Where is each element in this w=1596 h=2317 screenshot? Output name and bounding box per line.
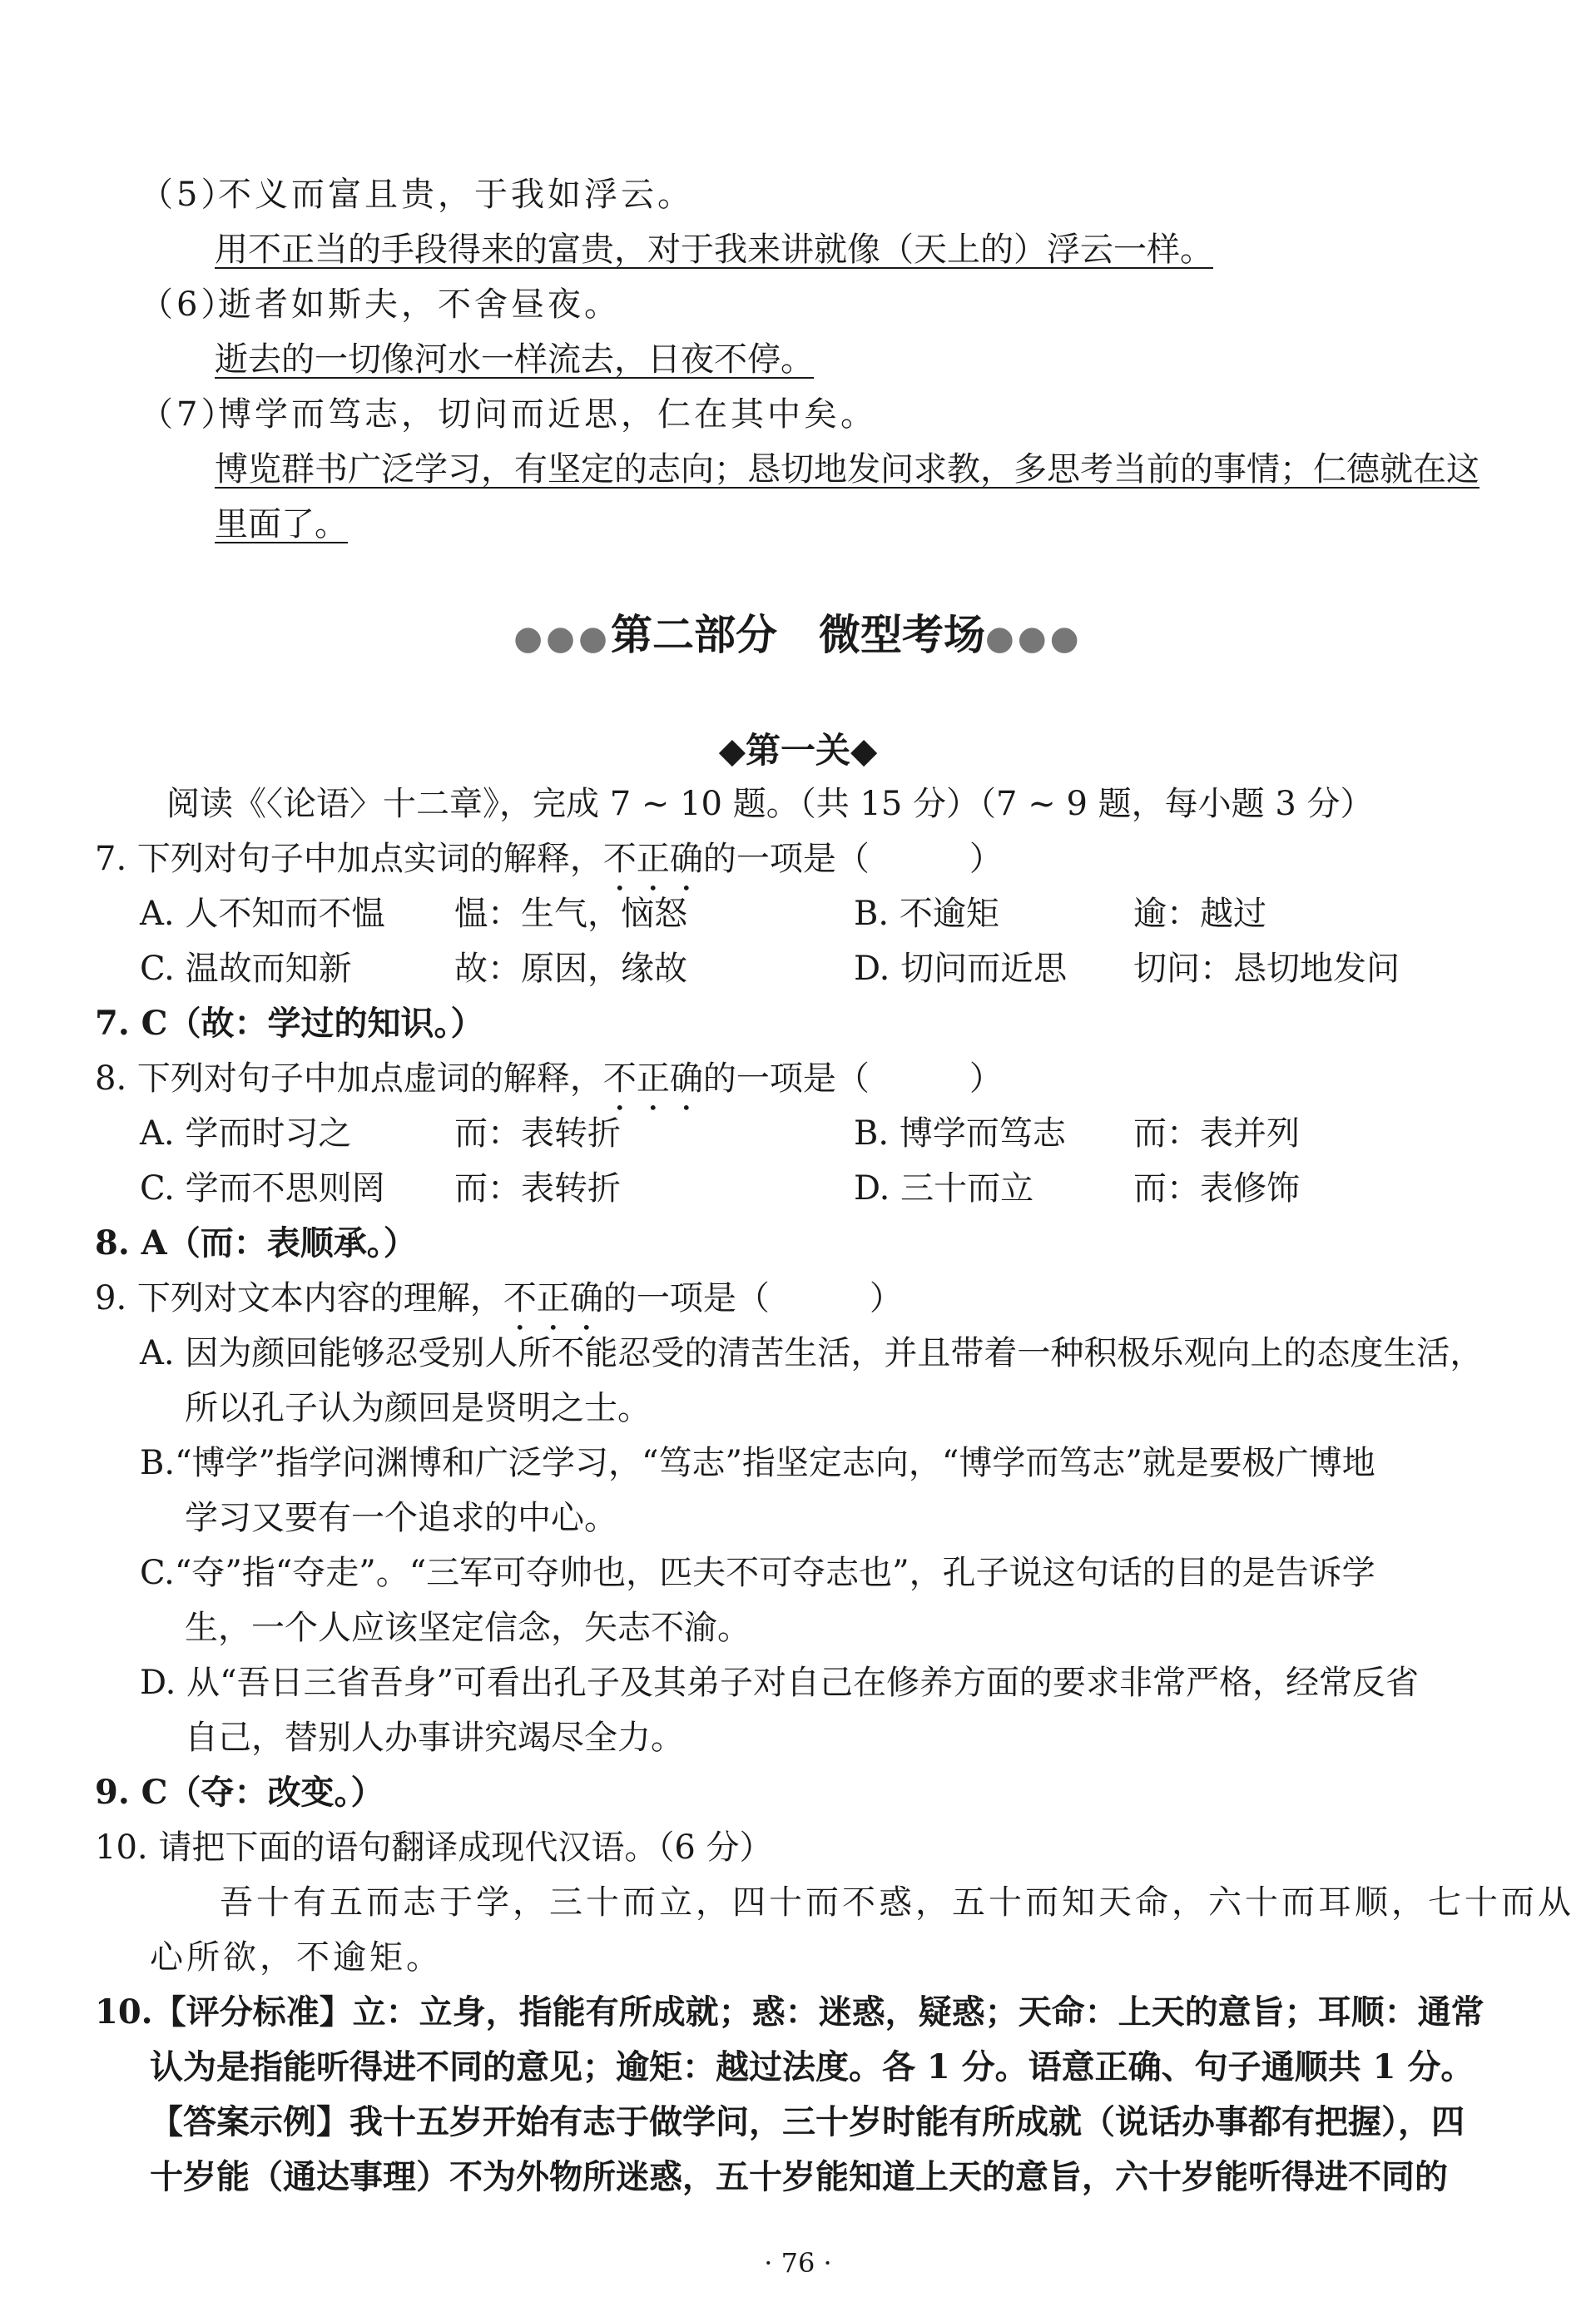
q10-quote-line1: 吾十有五而志于学，三十而立，四十而不惑，五十而知天命，六十而耳顺，七十而从 <box>220 1883 1574 1922</box>
bullets-right: ●●● <box>985 618 1083 657</box>
q9-stem-post: 的一项是（ ） <box>602 1279 903 1317</box>
item-7-number: （7） <box>140 395 238 434</box>
q10-scoring-line2: 认为是指能听得进不同的意见；逾矩：越过法度。各 1 分。语意正确、句子通顺共 1 分。 <box>150 2047 1475 2086</box>
q7-stem-post: 的一项是（ ） <box>702 840 1003 878</box>
item-6-number: （6） <box>140 285 238 324</box>
q9-option-a-line1: A. 因为颜回能够忍受别人所不能忍受的清苦生活，并且带着一种积极乐观向上的态度生活， <box>140 1334 1484 1372</box>
q10-scoring-line1: 10.【评分标准】立：立身，指能有所成就；惑：迷惑，疑惑；天命：上天的意旨；耳顺：通常 <box>95 1992 1484 2032</box>
q8-option-d-explanation: 而：表修饰 <box>1133 1169 1300 1208</box>
item-5-answer: 用不正当的手段得来的富贵，对于我来讲就像（天上的）浮云一样。 <box>215 231 1213 269</box>
page-number: · 76 · <box>764 2247 832 2279</box>
q10-quote-line2: 心所欲，不逾矩。 <box>150 1938 443 1977</box>
q8-option-c: C. 学而不思则罔 <box>140 1169 385 1208</box>
q7-option-b-explanation: 逾：越过 <box>1133 895 1266 933</box>
item-6-answer: 逝去的一切像河水一样流去，日夜不停。 <box>215 340 814 379</box>
q9-option-c-line1: C.“夺”指“夺走”。“三军可夺帅也，匹夫不可夺志也”，孔子说这句话的目的是告诉学 <box>140 1554 1375 1592</box>
q7-option-c-explanation: 故：原因，缘故 <box>454 950 687 988</box>
item-7-answer-line1: 博览群书广泛学习，有坚定的志向；恳切地发问求教，多思考当前的事情；仁德就在这 <box>215 450 1480 489</box>
q9-option-a-line2: 所以孔子认为颜回是贤明之士。 <box>185 1389 651 1427</box>
q8-option-c-explanation: 而：表转折 <box>454 1169 621 1208</box>
q10-prompt: 10. 请把下面的语句翻译成现代汉语。（6 分） <box>95 1828 773 1867</box>
q8-stem-post: 的一项是（ ） <box>702 1059 1003 1098</box>
q9-option-b-line1: B.“博学”指学问渊博和广泛学习，“笃志”指坚定志向，“博学而笃志”就是要极广博地 <box>140 1444 1375 1482</box>
q8-option-d: D. 三十而立 <box>854 1169 1034 1208</box>
q7-stem-pre: 7. 下列对句子中加点实词的解释， <box>95 840 603 878</box>
q7-stem-dotted: 不正确 <box>602 840 703 878</box>
q9-stem <box>95 1275 903 1337</box>
intro-text: 阅读《〈论语〉十二章》，完成 7 ~ 10 题。（共 15 分）（7 ~ 9 题，每小题 3 分） <box>166 785 1374 823</box>
bullets-left: ●●● <box>513 618 611 657</box>
q7-option-b: B. 不逾矩 <box>854 895 999 933</box>
q8-stem <box>95 1055 1003 1118</box>
item-6-text: 逝者如斯夫，不舍昼夜。 <box>218 285 621 324</box>
q9-stem-dotted: 不正确 <box>503 1279 603 1317</box>
level-title: ◆第一关◆ <box>718 730 878 771</box>
item-5-number: （5） <box>140 176 238 214</box>
q7-option-a: A. 人不知而不愠 <box>140 895 385 933</box>
item-5-text: 不义而富且贵，于我如浮云。 <box>218 176 694 214</box>
q8-option-a-explanation: 而：表转折 <box>454 1114 621 1153</box>
q9-stem-pre: 9. 下列对文本内容的理解， <box>95 1279 503 1317</box>
section-title-text: 第二部分 微型考场 <box>611 610 985 659</box>
item-7-answer-line2: 里面了。 <box>215 505 348 543</box>
q8-option-b: B. 博学而笃志 <box>854 1114 1066 1153</box>
q7-option-a-explanation: 愠：生气，恼怒 <box>454 895 687 933</box>
q9-option-c-line2: 生，一个人应该坚定信念，矢志不渝。 <box>185 1609 751 1647</box>
q7-option-d-explanation: 切问：恳切地发问 <box>1133 950 1400 988</box>
q9-option-b-line2: 学习又要有一个追求的中心。 <box>185 1499 617 1537</box>
q10-example-line2: 十岁能（通达事理）不为外物所迷惑，五十岁能知道上天的意旨，六十岁能听得进不同的 <box>150 2157 1448 2196</box>
q9-option-d-line2: 自己，替别人办事讲究竭尽全力。 <box>185 1719 684 1757</box>
q7-option-c: C. 温故而知新 <box>140 950 352 988</box>
q8-option-a: A. 学而时习之 <box>140 1114 352 1153</box>
q7-answer: 7. C（故：学过的知识。） <box>95 1004 484 1043</box>
item-7-text: 博学而笃志，切问而近思，仁在其中矣。 <box>218 395 877 434</box>
q7-stem <box>95 836 1003 898</box>
section-title <box>0 606 1596 667</box>
q7-option-d: D. 切问而近思 <box>854 950 1068 988</box>
q9-option-d-line1: D. 从“吾日三省吾身”可看出孔子及其弟子对自己在修养方面的要求非常严格，经常反省 <box>140 1664 1419 1702</box>
q9-answer: 9. C（夺：改变。） <box>95 1773 384 1812</box>
q8-answer: 8. A（而：表顺承。） <box>95 1223 417 1263</box>
q8-stem-dotted: 不正确 <box>602 1059 703 1098</box>
q10-example-line1: 【答案示例】我十五岁开始有志于做学问，三十岁时能有所成就（说话办事都有把握），四 <box>150 2102 1465 2141</box>
q8-stem-pre: 8. 下列对句子中加点虚词的解释， <box>95 1059 603 1098</box>
q8-option-b-explanation: 而：表并列 <box>1133 1114 1300 1153</box>
